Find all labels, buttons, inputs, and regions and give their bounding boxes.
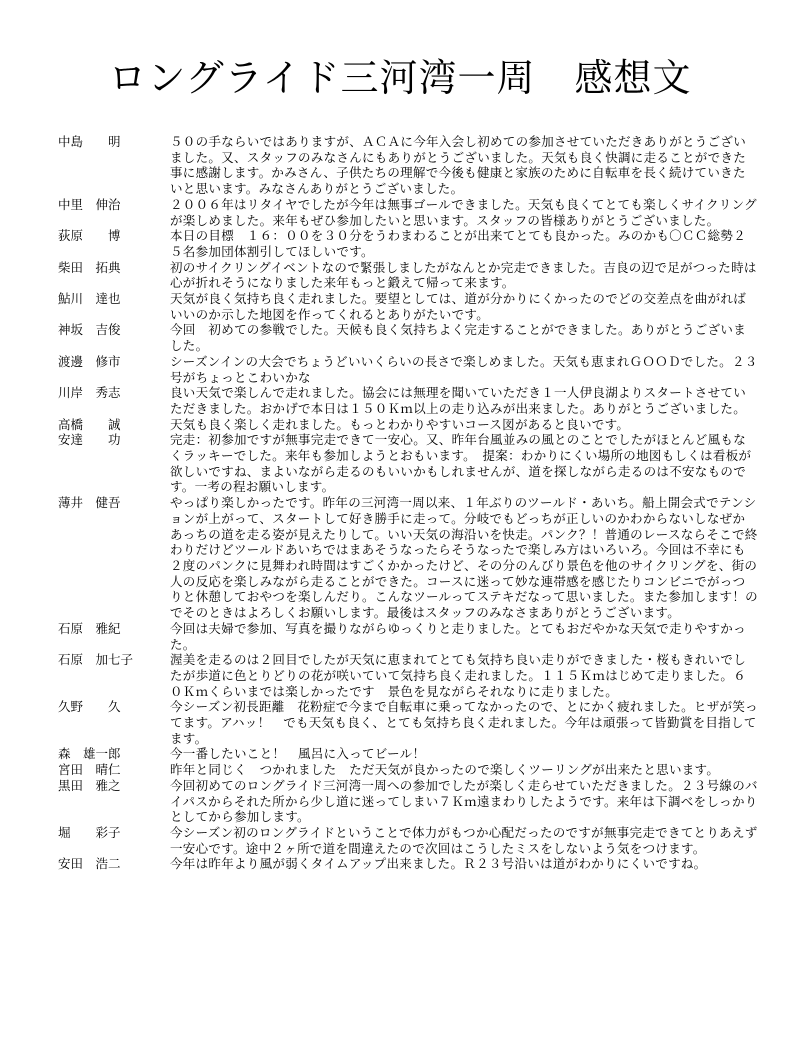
author-name: 鮎川 達也 bbox=[58, 291, 121, 307]
comment-text: 天気も良く楽しく走れました。もっとわかりやすいコース図があると良いです。 bbox=[170, 416, 630, 432]
comment-entry bbox=[58, 197, 758, 228]
author-name: 黒田 雅之 bbox=[58, 777, 121, 793]
author-name: 柴田 拓典 bbox=[58, 259, 121, 275]
author-name: 中里 伸治 bbox=[58, 196, 121, 212]
comment-entry bbox=[58, 134, 758, 197]
comment-entry bbox=[58, 762, 758, 778]
author-name: 石原 加七子 bbox=[58, 652, 134, 668]
comment-text: 今年は昨年より風が弱くタイムアップ出来ました。Ｒ２３号沿いは道がわかりにくいですね。 bbox=[170, 856, 707, 872]
comment-text: 今シーズン初のロングライドということで体力がもつか心配だったのですが無事完走できてとりあえず一安心です。途中２ヶ所で道を間違えたので次回はこうしたミスをしないよう気をつけます。 bbox=[170, 824, 758, 856]
comment-entry bbox=[58, 432, 758, 495]
comment-entry bbox=[58, 354, 758, 385]
page-title: ロングライド三河湾一周 感想文 bbox=[108, 56, 692, 100]
comment-text: 渥美を走るのは２回目でしたが天気に恵まれてとても気持ち良い走りができました・桜もきれいでしたが歩道に色とりどりの花が咲いていて気持ち良く走れました。１１５Ｋｍはじめて走りました。６０Ｋｍくらいまでは楽しかったです 景色を見ながらそれなりに走りました。 bbox=[170, 652, 747, 699]
author-name: 堀 彩子 bbox=[58, 824, 121, 840]
comment-text: 本日の目標 １６：００を３０分をうわまわることが出来てとても良かった。みのかも〇ＣＣ総勢２５名参加団体割引してほしいです。 bbox=[170, 228, 747, 259]
author-name: 渡邊 修市 bbox=[58, 353, 121, 369]
comment-text: 昨年と同じく つかれました ただ天気が良かったので楽しくツーリングが出来たと思います。 bbox=[170, 762, 720, 778]
author-name: 森 雄一郎 bbox=[58, 746, 121, 762]
comment-text: 良い天気で楽しんで走れました。協会には無理を聞いていただき１一人伊良湖よりスタートさせていただきました。おかげで本日は１５０Ｋｍ以上の走り込みが出来ました。ありがとうございました。 bbox=[170, 385, 747, 416]
comment-text: 今一番したいこと！ 風呂に入ってビール！ bbox=[170, 746, 426, 762]
comment-entry bbox=[58, 825, 758, 856]
author-name: 中島 明 bbox=[58, 134, 121, 149]
comment-text: 天気が良く気持ち良く走れました。要望としては、道が分かりにくかったのでどの交差点を曲がればいいのか示した地図を作ってくれるとありがたいです。 bbox=[170, 291, 747, 322]
author-name: 安田 浩二 bbox=[58, 856, 121, 872]
author-name: 荻原 博 bbox=[58, 228, 121, 244]
comment-text: ５０の手ならいではありますが、ＡＣＡに今年入会し初めての参加させていただきありがとうございました。又、スタッフのみなさんにもありがとうございました。天気も良く快調に走ることができた事に感謝します。かみさん、子供たちの理解で今後も健康と家族のために自転車を長く続けていきたいと思います。みなさんありがとうございました。 bbox=[170, 134, 747, 197]
comment-entry bbox=[58, 621, 758, 652]
comment-text: 完走：初参加ですが無事完走できて一安心。又、昨年台風並みの風とのことでしたがほとんど風もなくラッキーでした。来年も参加しようとおもいます。 提案：わかりにくい場所の地図もしくは看板が欲しいですね、まよいながら走るのもいいかもしれませんが、道を探しながら走るのは不安なものです。一考の程お願いします。 bbox=[170, 432, 752, 495]
comment-entry bbox=[58, 652, 758, 699]
comment-text: ２００６年はリタイヤでしたが今年は無事ゴールできました。天気も良くてとても楽しくサイクリングが楽しめました。来年もぜひ参加したいと思います。スタッフの皆様ありがとうございました。 bbox=[170, 196, 757, 228]
comment-text: 初のサイクリングイベントなので緊張しましたがなんとか完走できました。吉良の辺で足がつった時は心が折れそうになりました来年もっと鍛えて帰って来ます。 bbox=[170, 259, 757, 291]
author-name: 高橋 誠 bbox=[58, 416, 121, 432]
author-name: 宮田 晴仁 bbox=[58, 762, 121, 778]
author-name: 安達 功 bbox=[58, 432, 121, 448]
comment-entry bbox=[58, 778, 758, 825]
comment-text: 今回 初めての参戦でした。天候も良く気持ちよく完走することができました。ありがとうございました。 bbox=[170, 322, 747, 354]
comment-text: シーズンインの大会でちょうどいいくらいの長さで楽しめました。天気も恵まれＧＯＯＤでした。２３号がちょっとこわいかな bbox=[170, 353, 758, 385]
comment-entry bbox=[58, 322, 758, 353]
author-name: 神坂 吉俊 bbox=[58, 322, 121, 338]
author-name: 石原 雅紀 bbox=[58, 620, 121, 636]
comment-entry bbox=[58, 746, 758, 762]
comment-entry bbox=[58, 260, 758, 291]
comment-list bbox=[58, 134, 758, 872]
comment-entry bbox=[58, 417, 758, 433]
comment-entry bbox=[58, 495, 758, 621]
comment-text: 今回初めてのロングライド三河湾一周への参加でしたが楽しく走らせていただきました。２３号線のバイパスからそれた所から少し道に迷ってしまい７Ｋｍ遠まわりしたようです。来年は下調べをしっかりとしてから参加します。 bbox=[170, 777, 758, 825]
author-name: 久野 久 bbox=[58, 699, 121, 715]
comment-entry bbox=[58, 856, 758, 872]
comment-text: 今シーズン初長距離 花粉症で今まで自転車に乗ってなかったので、とにかく疲れました。ヒザが笑ってます。アハッ！ でも天気も良く、とても気持ち良く走れました。今年は頑張って皆勤賞を目指してます。 bbox=[170, 699, 758, 746]
comment-text: やっぱり楽しかったです。昨年の三河湾一周以来、１年ぶりのツールド・あいち。船上開会式でテンションが上がって、スタートして好き勝手に走って。分岐でもどっちが正しいのかわからないしなぜかあっちの道を走る姿が見えたりして。いい天気の海沿いを快走。パンク？！普通のレースならそこで終わりだけどツールドあいちではまあそうなったらそうなったで楽しみ方はいろいろ。今回は不幸にも２度のパンクに見舞われ時間はすごくかかったけど、その分のんびり景色を他のサイクリングを、街の人の反応を楽しみながら走ることができた。コースに迷って妙な連帯感を感じたりコンビニでがっつりと休憩しておやつを楽しんだり。こんなツールってステキだなって思いました。また参加します！のでそのときはよろしくお願いします。最後はスタッフのみなさまありがとうございます。 bbox=[170, 495, 758, 621]
author-name: 川岸 秀志 bbox=[58, 385, 121, 401]
comment-entry bbox=[58, 228, 758, 259]
comment-entry bbox=[58, 699, 758, 746]
comment-text: 今回は夫婦で参加、写真を撮りながらゆっくりと走りました。とてもおだやかな天気で走りやすかった。 bbox=[170, 620, 746, 652]
comment-entry bbox=[58, 291, 758, 322]
comment-entry bbox=[58, 385, 758, 416]
author-name: 薄井 健吾 bbox=[58, 495, 121, 511]
